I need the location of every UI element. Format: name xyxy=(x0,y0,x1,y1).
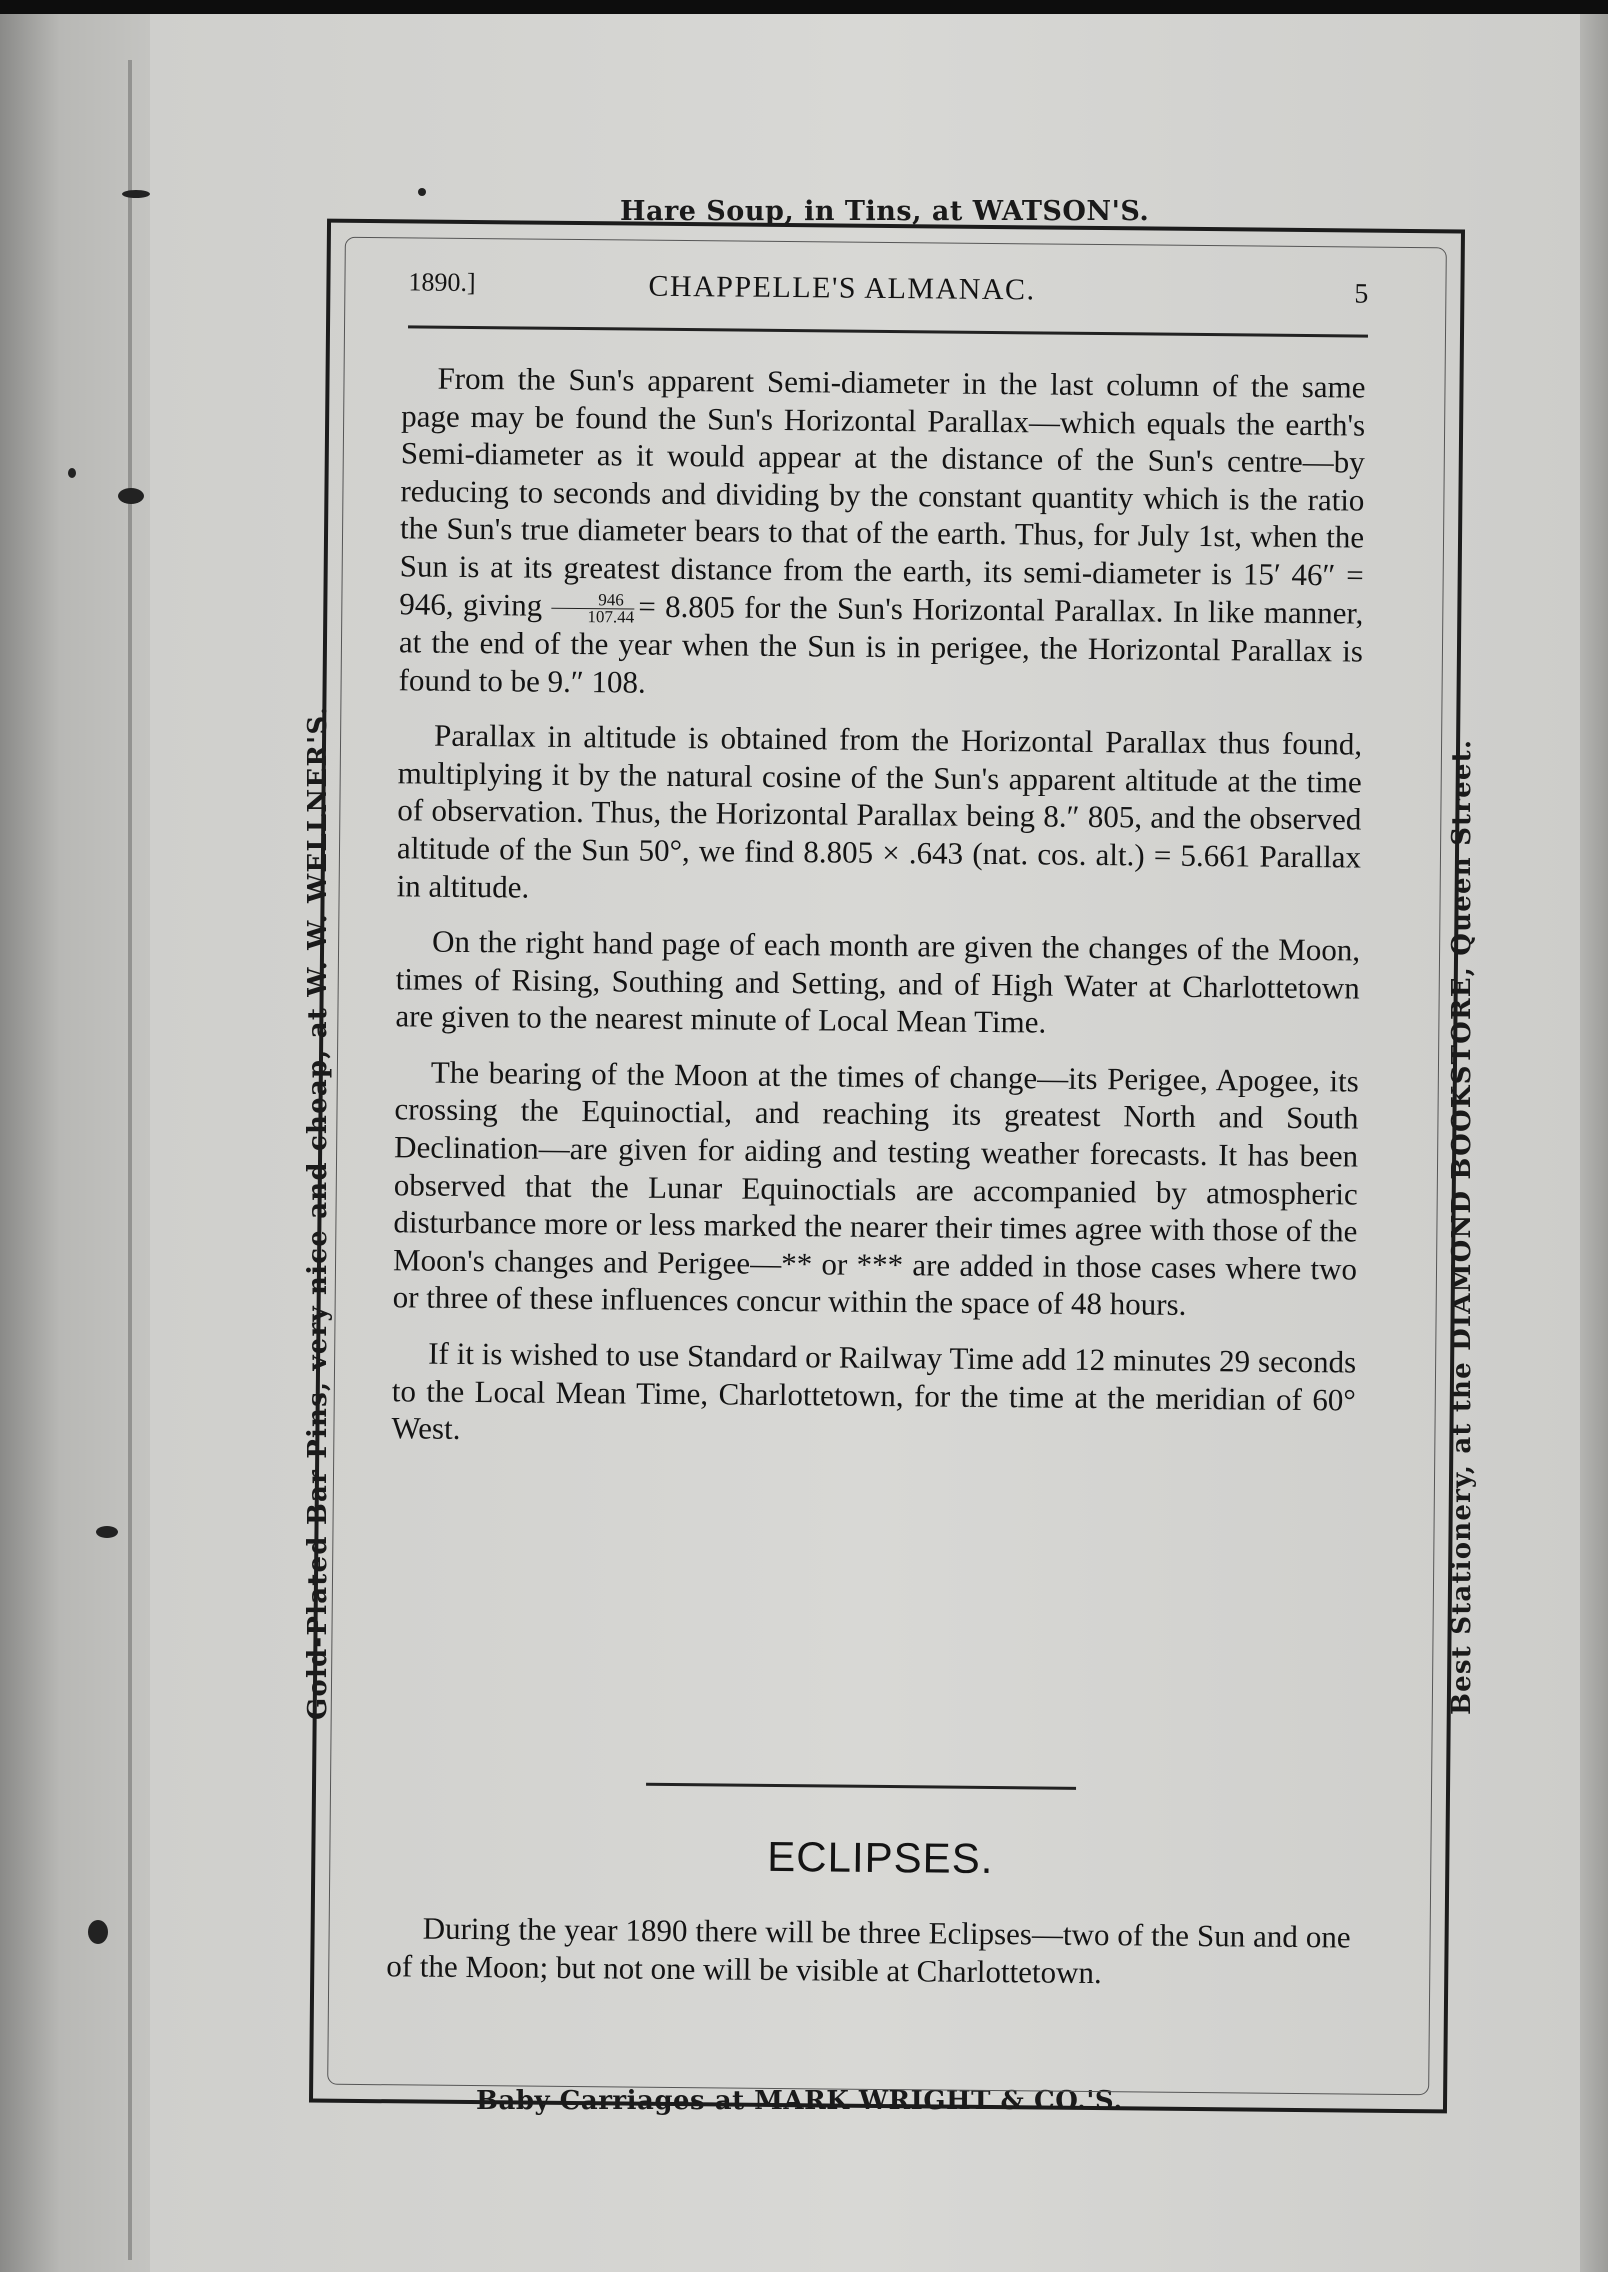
eclipses-paragraph: During the year 1890 there will be three Eclipses—two of the Sun and one of the Moon; but not one will be visible at Charlottetown. xyxy=(386,1910,1351,1990)
paragraph-horizontal-parallax xyxy=(398,359,1365,707)
fraction xyxy=(551,592,634,626)
paragraph-moon-bearing: The bearing of the Moon at the times of change—its Perigee, Apogee, its crossing the Equinoctial, and reaching its greatest North and South Declination—are given for aiding and testing weather forecasts. It has been observed that the Lunar Equinoctials are accompanied by atmospheric disturbance more or less marked the nearer their times agree with those of the Moon's changes and Perigee—** or *** are added in those cases where two or three of these influences concur within the space of 48 hours. xyxy=(392,1054,1360,1323)
ink-spot xyxy=(122,190,150,198)
fraction-denominator: 107.44 xyxy=(587,607,635,627)
paragraph-parallax-altitude: Parallax in altitude is obtained from the Horizontal Parallax thus found, multiplying it by the natural cosine of the Sun's apparent altitude at the time of observation. Thus, the Horizontal Parallax being 8.″ 805, and the observed altitude of the Sun 50°, we find 8.805 × .643 (nat. cos. alt.) = 5.661 Parallax in altitude. xyxy=(396,717,1363,905)
paragraph-standard-time: If it is wished to use Standard or Railway Time add 12 minutes 29 seconds to the Local Mean Time, Charlottetown, for the time at the meridian of 60° West. xyxy=(391,1335,1357,1447)
page-frame xyxy=(309,219,1465,2114)
ink-spot xyxy=(418,188,426,196)
paragraph-moon-changes: On the right hand page of each month are given the changes of the Moon, times of Rising, Southing and Setting, and of High Water at Charlottetown are given to the nearest minute of Local Mean Time. xyxy=(395,923,1361,1040)
paragraph-text: From the Sun's apparent Semi-diameter in the last column of the same page may be found the Sun's Horizontal Parallax—which equals the earth's Semi-diameter as it would appear at the distance of the Sun's centre—by reducing to seconds and dividing by the constant quantity which is the ratio the Sun's true diameter bears to that of the earth. Thus, for July 1st, when the Sun is at its greatest distance from the earth, its semi-diameter is 15′ 46″ = 946, giving xyxy=(399,360,1366,623)
eclipses-section xyxy=(386,1909,1351,1993)
ink-spot xyxy=(88,1920,108,1944)
paragraph-text: = 8.805 for the Sun's Horizontal Parallax. In like manner, at the end of the year when the Sun is in perigee, the Horizontal Parallax is found to be 9.″ 108. xyxy=(398,588,1364,700)
ink-spot xyxy=(68,468,76,478)
right-advertisement: Best Stationery, at the DIAMOND BOOKSTORE, Queen Street. xyxy=(1447,738,1477,1715)
ink-spot xyxy=(96,1526,118,1538)
binding-line xyxy=(128,60,132,2260)
bottom-advertisement: Baby Carriages at MARK WRIGHT & CO.'S. xyxy=(476,2086,1123,2116)
fraction-numerator: 946 xyxy=(552,592,635,610)
top-advertisement: Hare Soup, in Tins, at WATSON'S. xyxy=(620,196,1150,227)
left-advertisement: Gold-Plated Bar Pins, very nice and cheap, at W. W. WELLNER'S. xyxy=(303,705,333,1720)
body-text xyxy=(391,359,1366,1474)
page-number: 5 xyxy=(1354,278,1369,310)
header-title: CHAPPELLE'S ALMANAC. xyxy=(648,269,1036,307)
eclipses-heading: ECLIPSES. xyxy=(767,1832,994,1883)
ink-spot xyxy=(118,488,144,504)
right-page-edge xyxy=(1580,14,1608,2272)
top-border xyxy=(0,0,1608,14)
header-year: 1890.] xyxy=(408,267,476,298)
